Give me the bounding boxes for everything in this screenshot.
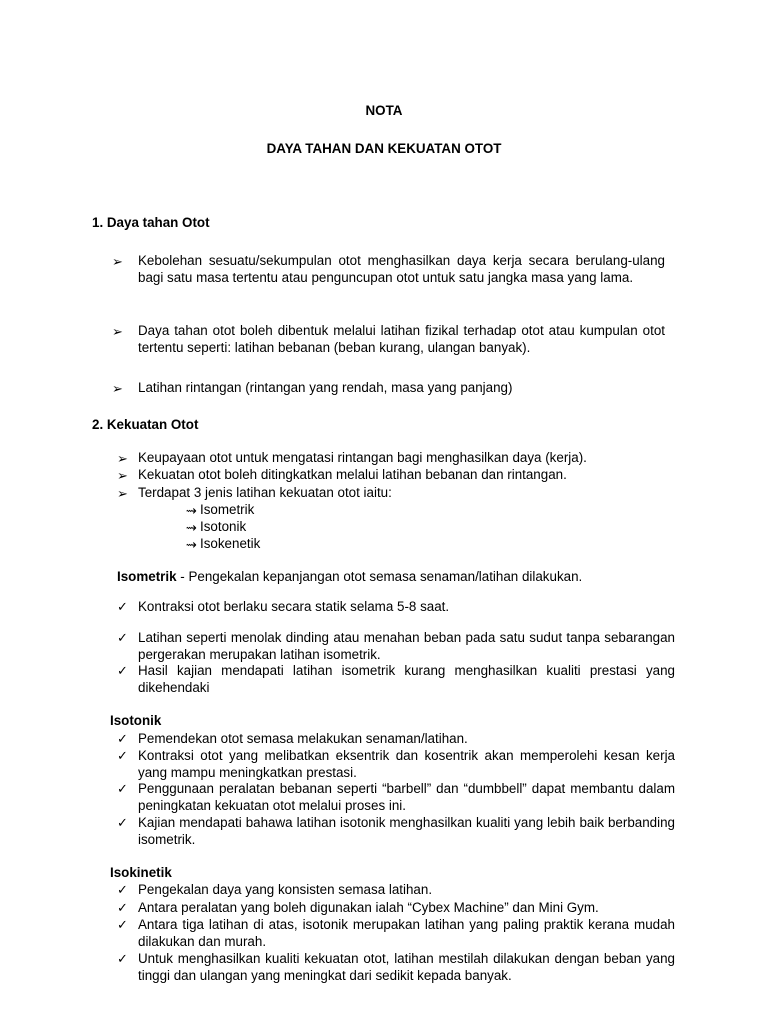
- section-2-heading: 2. Kekuatan Otot: [92, 417, 199, 432]
- check-icon: ✓: [117, 630, 128, 645]
- check-icon: ✓: [117, 882, 128, 897]
- list-item: Kontraksi otot yang melibatkan eksentrik dan kosentrik akan memperolehi kesan kerja yang mampu meningkatkan prestasi.: [138, 748, 675, 780]
- arrow-bullet-icon: ➢: [117, 468, 128, 483]
- list-item: Kekuatan otot boleh ditingkatkan melalui latihan bebanan dan rintangan.: [138, 467, 567, 482]
- list-item: Latihan rintangan (rintangan yang rendah, masa yang panjang): [138, 380, 513, 395]
- list-item: Kebolehan sesuatu/sekumpulan otot menghasilkan daya kerja secara berulang-ulang bagi satu masa tertentu atau penguncupan otot untuk satu jangka masa yang lama.: [138, 253, 665, 285]
- arrow-bullet-icon: ➢: [117, 451, 128, 466]
- type-item-isometrik: Isometrik: [200, 502, 255, 517]
- isometrik-definition-text: - Pengekalan kepanjangan otot semasa senaman/latihan dilakukan.: [176, 569, 583, 584]
- list-item: Keupayaan otot untuk mengatasi rintangan bagi menghasilkan daya (kerja).: [138, 450, 587, 465]
- check-icon: ✓: [117, 599, 128, 614]
- type-item-isokenetik: Isokenetik: [200, 536, 261, 551]
- check-icon: ✓: [117, 951, 128, 966]
- page-title: NOTA: [365, 103, 403, 118]
- check-icon: ✓: [117, 748, 128, 763]
- arrow-bullet-icon: ➢: [112, 324, 123, 339]
- list-item: Antara tiga latihan di atas, isotonik merupakan latihan yang paling praktik kerana mudah dilakukan dan murah.: [138, 917, 675, 949]
- list-item: Antara peralatan yang boleh digunakan ialah “Cybex Machine” dan Mini Gym.: [138, 900, 599, 915]
- arrow-bullet-icon: ➢: [112, 254, 123, 269]
- list-item: Untuk menghasilkan kualiti kekuatan otot, latihan mestilah dilakukan dengan beban yang tinggi dan ulangan yang meningkat dari sedikit kepada banyak.: [138, 951, 675, 983]
- list-item: Kontraksi otot berlaku secara statik selama 5-8 saat.: [138, 599, 450, 614]
- check-icon: ✓: [117, 731, 128, 746]
- page-subtitle: DAYA TAHAN DAN KEKUATAN OTOT: [266, 141, 502, 156]
- list-item: Kajian mendapati bahawa latihan isotonik menghasilkan kualiti yang lebih baik berbanding isometrik.: [138, 815, 675, 847]
- check-icon: ✓: [117, 917, 128, 932]
- wave-arrow-icon: ⇝: [186, 503, 197, 518]
- isometrik-term: Isometrik: [117, 569, 177, 584]
- section-1-heading: 1. Daya tahan Otot: [92, 215, 210, 230]
- type-item-isotonik: Isotonik: [200, 519, 247, 534]
- check-icon: ✓: [117, 900, 128, 915]
- list-item: Pengekalan daya yang konsisten semasa latihan.: [138, 882, 433, 897]
- isotonik-heading: Isotonik: [110, 713, 162, 728]
- list-item: Pemendekan otot semasa melakukan senaman/latihan.: [138, 731, 468, 746]
- list-item: Terdapat 3 jenis latihan kekuatan otot iaitu:: [138, 485, 392, 500]
- check-icon: ✓: [117, 781, 128, 796]
- wave-arrow-icon: ⇝: [186, 537, 197, 552]
- list-item: Latihan seperti menolak dinding atau menahan beban pada satu sudut tanpa sebarangan pergerakan merupakan latihan isometrik.: [138, 630, 675, 662]
- check-icon: ✓: [117, 815, 128, 830]
- check-icon: ✓: [117, 663, 128, 678]
- list-item: Daya tahan otot boleh dibentuk melalui latihan fizikal terhadap otot atau kumpulan otot tertentu seperti: latihan bebanan (beban kurang, ulangan banyak).: [138, 323, 665, 355]
- isokinetik-heading: Isokinetik: [110, 865, 172, 880]
- list-item: Penggunaan peralatan bebanan seperti “barbell” dan “dumbbell” dapat membantu dalam peningkatan kekuatan otot melalui proses ini.: [138, 781, 675, 813]
- isometrik-definition: [117, 569, 582, 586]
- arrow-bullet-icon: ➢: [112, 381, 123, 396]
- arrow-bullet-icon: ➢: [117, 486, 128, 501]
- wave-arrow-icon: ⇝: [186, 520, 197, 535]
- list-item: Hasil kajian mendapati latihan isometrik kurang menghasilkan kualiti prestasi yang dikehendaki: [138, 663, 675, 695]
